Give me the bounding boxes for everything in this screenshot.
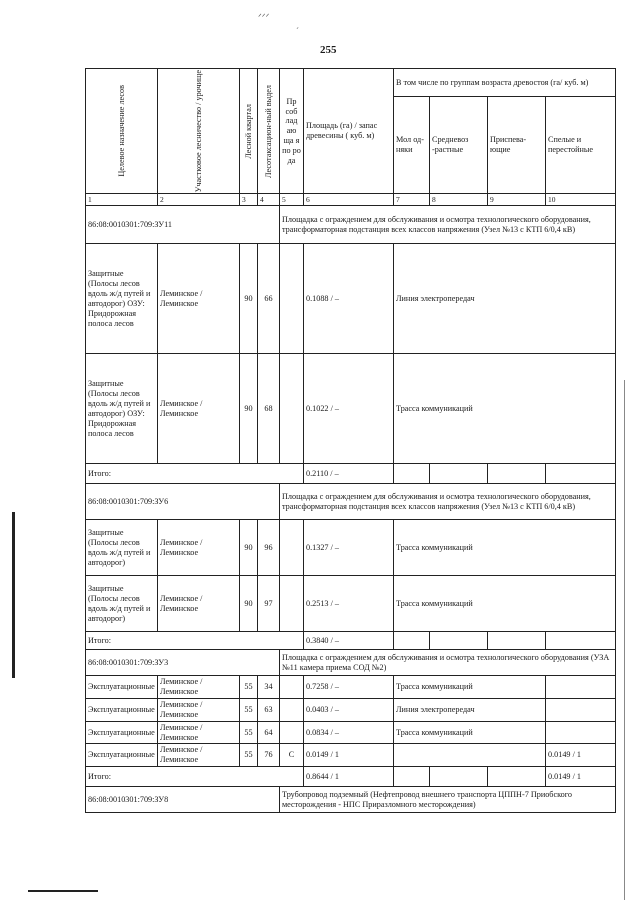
header-purpose: Целевое назначение лесов — [86, 69, 158, 194]
column-number: 7 — [394, 194, 430, 206]
area-cell: 0.0403 / – — [304, 699, 394, 722]
vydel-cell: 97 — [258, 576, 280, 632]
plot-heading-row — [86, 650, 616, 676]
column-number: 10 — [546, 194, 616, 206]
header-species: Пр соб лад аю ща я по ро да — [280, 69, 304, 194]
plot-id: 86:08:0010301:709:ЗУ8 — [86, 787, 280, 813]
type-cell: Трасса коммуникаций — [394, 721, 546, 744]
header-district: Участковое лесничество / урочище — [158, 69, 240, 194]
header-young: Мол од-няки — [394, 96, 430, 193]
column-numbers-row — [86, 194, 616, 206]
vydel-cell: 96 — [258, 520, 280, 576]
area-cell: 0.0834 / – — [304, 721, 394, 744]
species-cell — [280, 721, 304, 744]
scan-mark: ˊ — [296, 26, 299, 36]
header-row — [86, 69, 616, 97]
header-mature: Спелые и перестойные — [546, 96, 616, 193]
type-cell: Трасса коммуникаций — [394, 676, 546, 699]
scan-bottom-mark — [28, 890, 98, 892]
total-area: 0.2110 / – — [304, 464, 394, 484]
purpose-cell: Защитные (Полосы лесов вдоль ж/д путей и автодорог) — [86, 520, 158, 576]
quarter-cell: 90 — [240, 520, 258, 576]
vydel-cell: 63 — [258, 699, 280, 722]
header-vydel: Лесотаксацион-ный выдел — [258, 69, 280, 194]
quarter-cell: 55 — [240, 699, 258, 722]
table-row — [86, 520, 616, 576]
area-cell: 0.0149 / 1 — [304, 744, 394, 767]
total-row — [86, 464, 616, 484]
type-cell: Линия электропередач — [394, 244, 616, 354]
quarter-cell: 90 — [240, 244, 258, 354]
purpose-cell: Эксплуатационные — [86, 744, 158, 767]
total-label: Итого: — [86, 632, 304, 650]
area-cell: 0.1327 / – — [304, 520, 394, 576]
table-row — [86, 244, 616, 354]
header-age-groups: В том числе по группам возраста древостоя (га/ куб. м) — [394, 69, 616, 97]
plot-description: Трубопровод подземный (Нефтепровод внешнего транспорта ЦППН-7 Приобского месторождения - НПС Приразломного месторождения) — [280, 787, 616, 813]
area-cell: 0.1022 / – — [304, 354, 394, 464]
column-number: 9 — [488, 194, 546, 206]
table-row — [86, 676, 616, 699]
purpose-cell: Защитные (Полосы лесов вдоль ж/д путей и автодорог) ОЗУ: Придорожная полоса лесов — [86, 244, 158, 354]
table-row — [86, 744, 616, 767]
area-cell: 0.1088 / – — [304, 244, 394, 354]
total-area: 0.3840 / – — [304, 632, 394, 650]
plot-heading-row — [86, 484, 616, 520]
plot-description: Площадка с ограждением для обслуживания и осмотра технологического оборудования, трансформаторная подстанция всех классов напряжения (Узел №13 с КТП 6/0,4 кВ) — [280, 484, 616, 520]
type-cell — [394, 744, 546, 767]
quarter-cell: 90 — [240, 354, 258, 464]
purpose-cell: Защитные (Полосы лесов вдоль ж/д путей и автодорог) — [86, 576, 158, 632]
purpose-cell: Эксплуатационные — [86, 699, 158, 722]
district-cell: Леминское / Леминское — [158, 520, 240, 576]
forest-table — [85, 68, 616, 813]
plot-heading-row — [86, 206, 616, 244]
area-cell: 0.7258 / – — [304, 676, 394, 699]
column-number: 6 — [304, 194, 394, 206]
table-row — [86, 576, 616, 632]
page-number: 255 — [320, 44, 337, 56]
quarter-cell: 55 — [240, 676, 258, 699]
table-row — [86, 699, 616, 722]
scan-mark: ᐟᐟᐟ — [258, 12, 270, 22]
species-cell — [280, 676, 304, 699]
total-label: Итого: — [86, 464, 304, 484]
plot-heading-row — [86, 787, 616, 813]
district-cell: Леминское / Леминское — [158, 721, 240, 744]
header-quarter: Лесной квартал — [240, 69, 258, 194]
total-label: Итого: — [86, 767, 304, 787]
species-cell — [280, 354, 304, 464]
species-cell — [280, 576, 304, 632]
vydel-cell: 64 — [258, 721, 280, 744]
header-ripening: Приспева-ющие — [488, 96, 546, 193]
vydel-cell: 76 — [258, 744, 280, 767]
column-number: 5 — [280, 194, 304, 206]
type-cell: Трасса коммуникаций — [394, 576, 616, 632]
plot-id: 86:08:0010301:709:ЗУ6 — [86, 484, 280, 520]
district-cell: Леминское / Леминское — [158, 744, 240, 767]
type-cell: Линия электропередач — [394, 699, 546, 722]
plot-description: Площадка с ограждением для обслуживания и осмотра технологического оборудования (УЗА №11 камера приема СОД №2) — [280, 650, 616, 676]
district-cell: Леминское / Леминское — [158, 699, 240, 722]
mature-cell — [546, 676, 616, 699]
scan-margin-mark — [12, 512, 15, 678]
area-cell: 0.2513 / – — [304, 576, 394, 632]
species-cell: С — [280, 744, 304, 767]
district-cell: Леминское / Леминское — [158, 676, 240, 699]
district-cell: Леминское / Леминское — [158, 354, 240, 464]
plot-id: 86:08:0010301:709:ЗУ3 — [86, 650, 280, 676]
mature-cell — [546, 699, 616, 722]
quarter-cell: 55 — [240, 721, 258, 744]
column-number: 4 — [258, 194, 280, 206]
total-row — [86, 632, 616, 650]
mature-cell — [546, 721, 616, 744]
plot-id: 86:08:0010301:709:ЗУ11 — [86, 206, 280, 244]
purpose-cell: Эксплуатационные — [86, 676, 158, 699]
header-area: Площадь (га) / запас древесины ( куб. м) — [304, 69, 394, 194]
table-row — [86, 354, 616, 464]
vydel-cell: 66 — [258, 244, 280, 354]
total-row — [86, 767, 616, 787]
column-number: 3 — [240, 194, 258, 206]
quarter-cell: 90 — [240, 576, 258, 632]
column-number: 8 — [430, 194, 488, 206]
species-cell — [280, 244, 304, 354]
district-cell: Леминское / Леминское — [158, 576, 240, 632]
scan-edge-line — [624, 380, 625, 900]
type-cell: Трасса коммуникаций — [394, 520, 616, 576]
purpose-cell: Эксплуатационные — [86, 721, 158, 744]
mature-cell: 0.0149 / 1 — [546, 744, 616, 767]
vydel-cell: 68 — [258, 354, 280, 464]
total-mature: 0.0149 / 1 — [546, 767, 616, 787]
column-number: 2 — [158, 194, 240, 206]
purpose-cell: Защитные (Полосы лесов вдоль ж/д путей и автодорог) ОЗУ: Придорожная полоса лесов — [86, 354, 158, 464]
vydel-cell: 34 — [258, 676, 280, 699]
district-cell: Леминское / Леминское — [158, 244, 240, 354]
quarter-cell: 55 — [240, 744, 258, 767]
species-cell — [280, 699, 304, 722]
table-row — [86, 721, 616, 744]
type-cell: Трасса коммуникаций — [394, 354, 616, 464]
header-middle: Средневоз -растные — [430, 96, 488, 193]
column-number: 1 — [86, 194, 158, 206]
species-cell — [280, 520, 304, 576]
total-area: 0.8644 / 1 — [304, 767, 394, 787]
plot-description: Площадка с ограждением для обслуживания и осмотра технологического оборудования, трансформаторная подстанция всех классов напряжения (Узел №13 с КТП 6/0,4 кВ) — [280, 206, 616, 244]
